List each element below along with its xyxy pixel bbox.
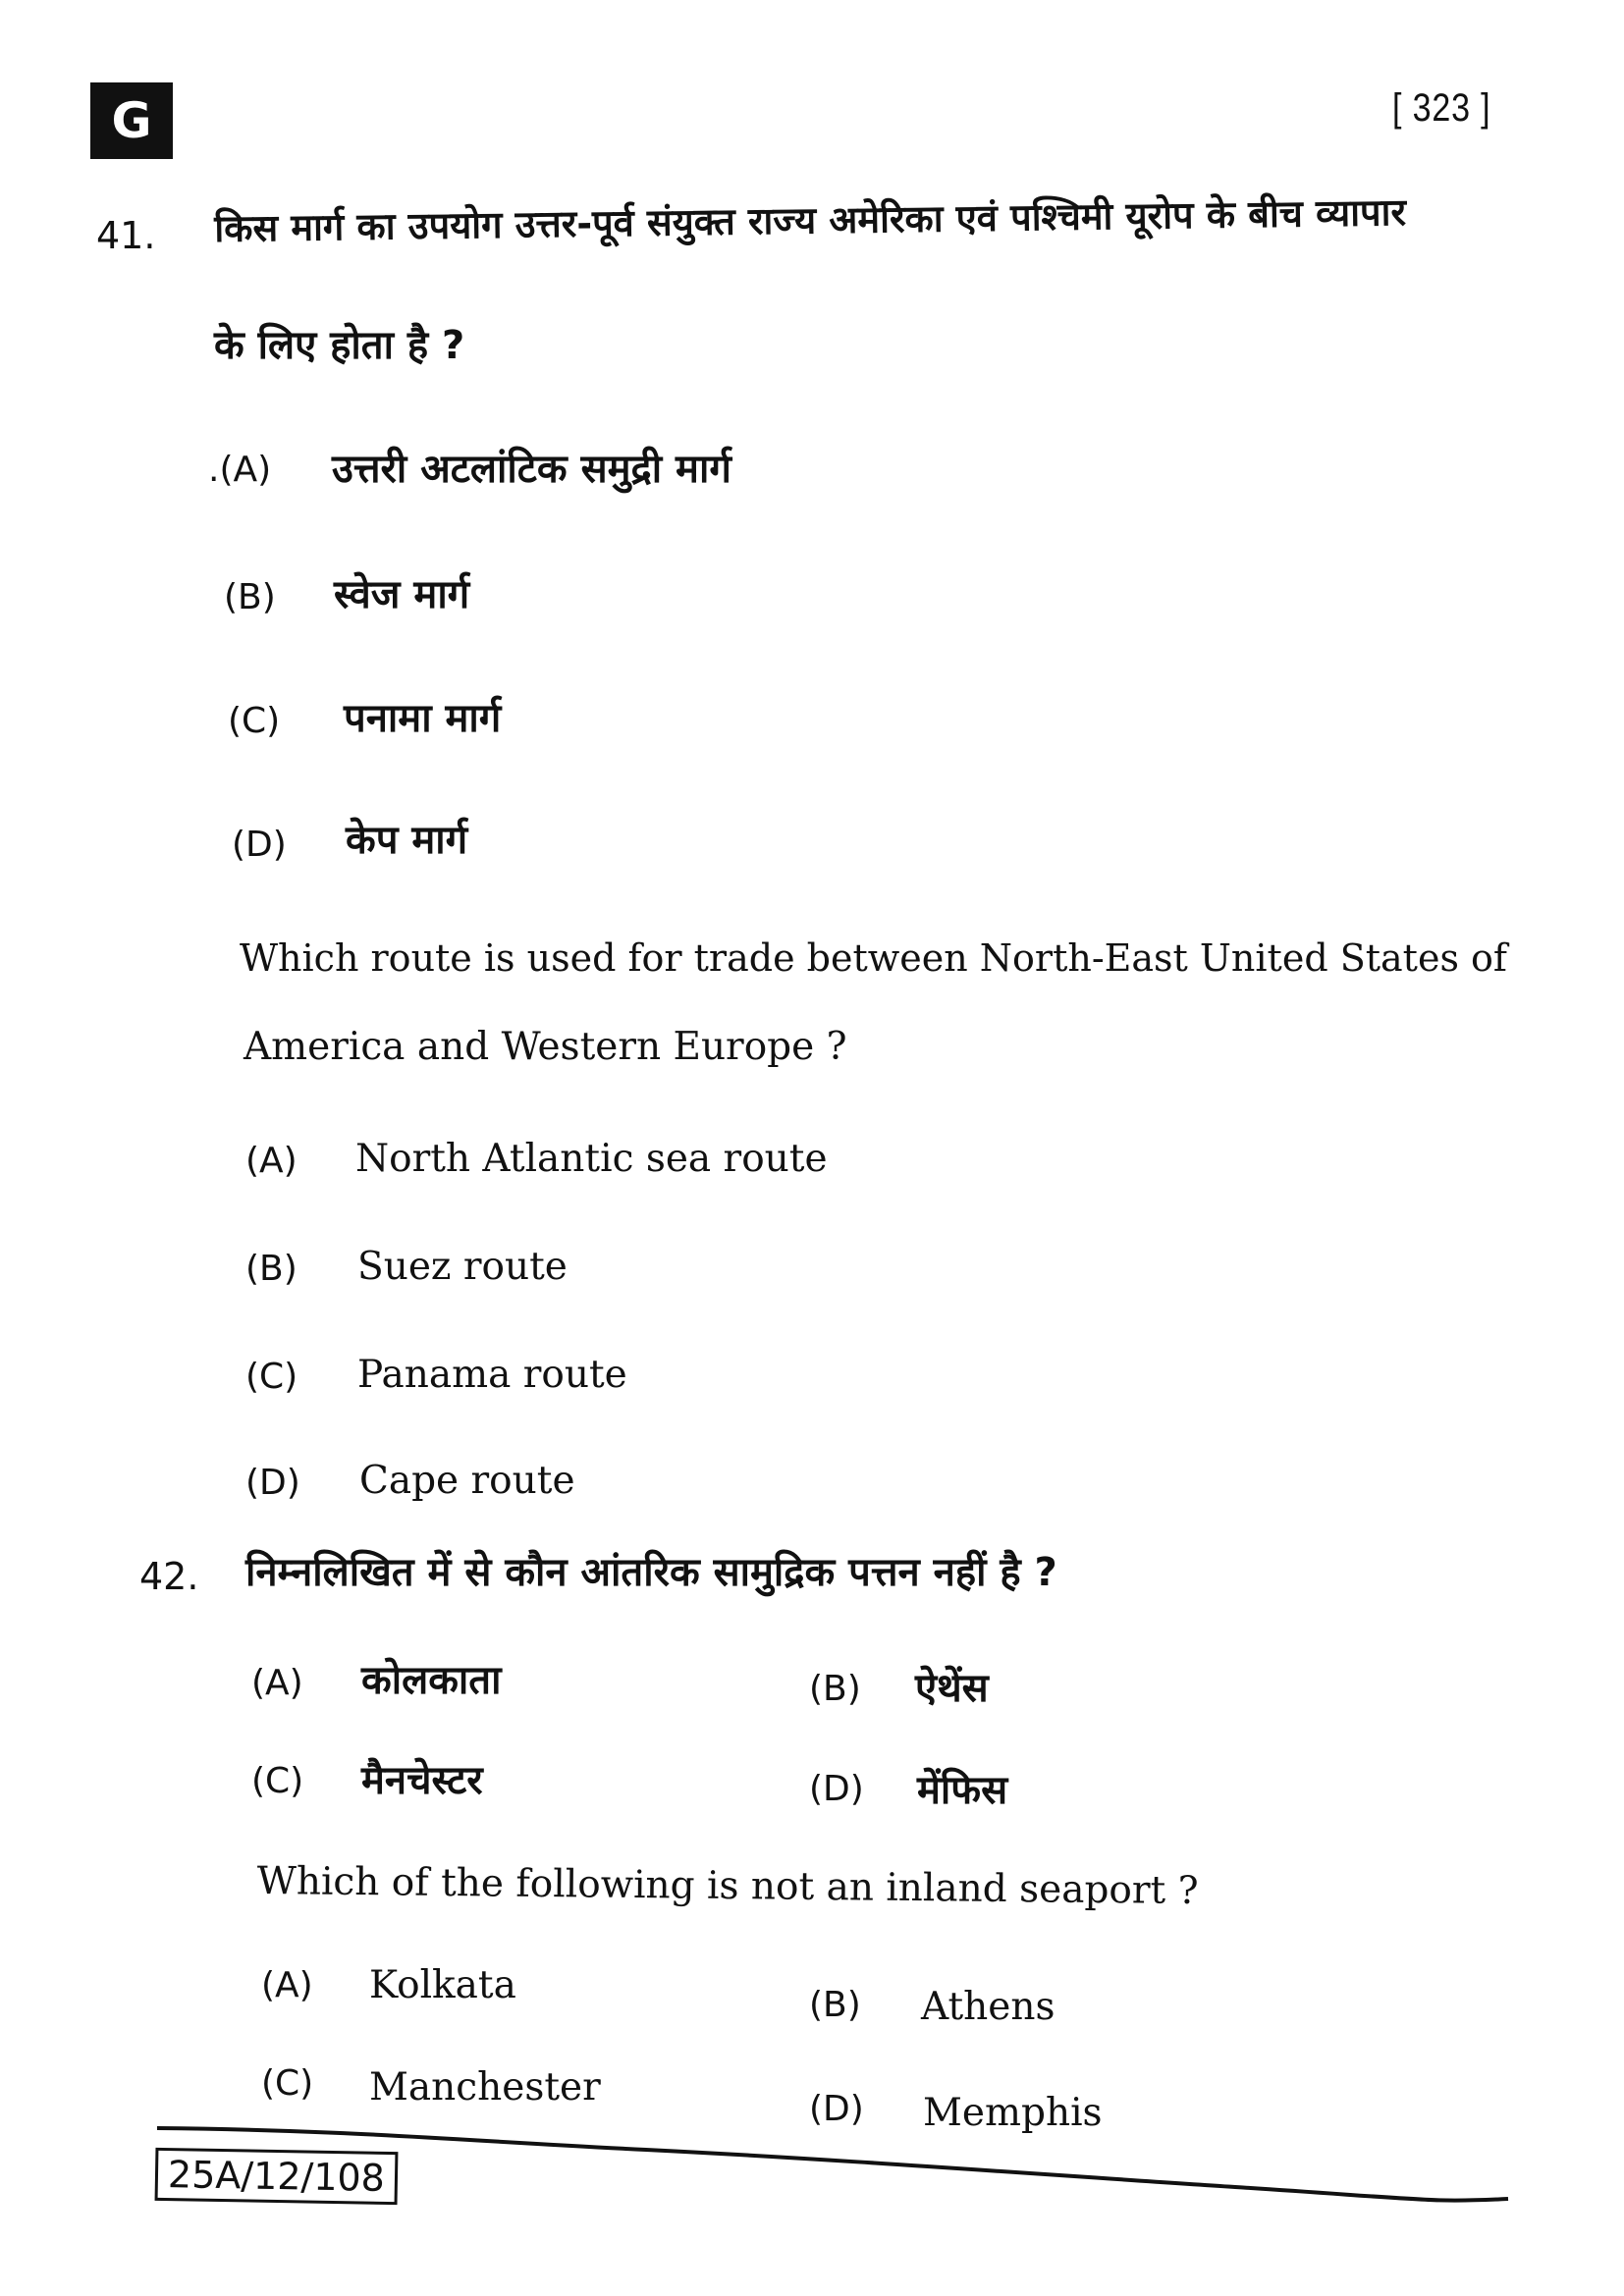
option-text: केप मार्ग	[346, 818, 468, 863]
option-text: Kolkata	[369, 1963, 516, 2007]
option-text: Suez route	[357, 1245, 568, 1289]
option-label: (B)	[809, 1985, 861, 2025]
option-label: (D)	[809, 1769, 864, 1809]
option-text: मेंफिस	[917, 1768, 1008, 1813]
option-text: उत्तरी अटलांटिक समुद्री मार्ग	[332, 447, 731, 492]
option-label: (D)	[809, 2089, 864, 2129]
option-label: (B)	[809, 1669, 861, 1709]
option-label: (C)	[251, 1761, 304, 1801]
option-text: Manchester	[369, 2065, 601, 2109]
option-text: स्वेज मार्ग	[334, 572, 470, 617]
question-number: 41.	[96, 214, 156, 257]
question-hindi-line1: किस मार्ग का उपयोग उत्तर-पूर्व संयुक्त राज्य अमेरिका एवं पश्चिमी यूरोप के बीच व्यापार	[214, 190, 1407, 250]
question-hindi-line2: के लिए होता है ?	[214, 323, 465, 368]
option-label: (C)	[245, 1357, 298, 1397]
option-label: (C)	[261, 2063, 314, 2104]
option-text: ऐथेंस	[915, 1666, 989, 1711]
option-label: (D)	[245, 1463, 300, 1503]
question-english-line2: America and Western Europe ?	[244, 1025, 847, 1069]
option-label: (A)	[261, 1965, 313, 2005]
option-text: पनामा मार्ग	[344, 696, 502, 741]
option-label: (B)	[224, 577, 276, 617]
page-number: [ 323 ]	[1392, 86, 1491, 130]
option-text: North Atlantic sea route	[355, 1137, 828, 1181]
option-label: (B)	[245, 1249, 298, 1289]
option-label: (D)	[232, 825, 287, 865]
set-code-badge: G	[90, 82, 173, 159]
question-number: 42.	[139, 1555, 199, 1598]
option-text: Memphis	[923, 2091, 1103, 2135]
question-english: Which of the following is not an inland seaport ?	[256, 1859, 1199, 1914]
option-text: Athens	[921, 1985, 1056, 2029]
option-text: Panama route	[357, 1353, 627, 1397]
option-text: Cape route	[359, 1459, 575, 1503]
option-label: (C)	[228, 701, 281, 741]
option-text: मैनचेस्टर	[361, 1758, 483, 1803]
question-hindi: निम्नलिखित में से कौन आंतरिक सामुद्रिक पत्तन नहीं है ?	[245, 1550, 1057, 1595]
question-english-line1: Which route is used for trade between North-East United States of	[240, 936, 1507, 980]
paper-code: 25A/12/108	[155, 2148, 399, 2205]
option-text: कोलकाता	[361, 1658, 502, 1703]
option-label: (A)	[251, 1663, 303, 1703]
option-label: (A)	[245, 1141, 298, 1181]
option-label: .(A)	[208, 450, 272, 490]
